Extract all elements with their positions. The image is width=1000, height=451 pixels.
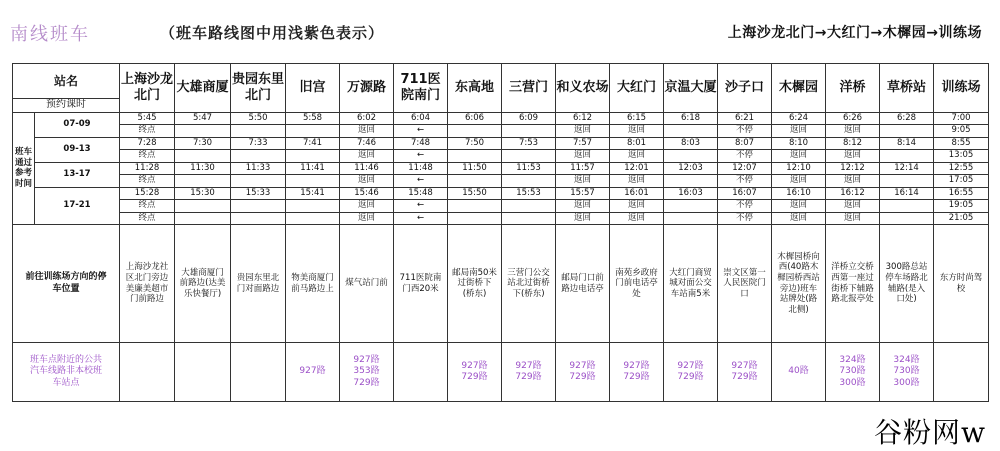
time-cell: 6:26	[826, 112, 880, 125]
time-cell: 8:10	[772, 137, 826, 150]
time-cell: 15:48	[394, 187, 448, 200]
end-cell	[286, 212, 340, 225]
stop-desc: 上海沙龙社区北门旁边美廉美超市门前路边	[120, 225, 175, 343]
time-cell: 11:46	[340, 162, 394, 175]
end-cell	[664, 125, 718, 138]
site-watermark: 谷粉网w	[874, 416, 986, 449]
time-cell: 12:14	[880, 162, 934, 175]
time-cell: 5:47	[175, 112, 231, 125]
time-cell: 6:06	[448, 112, 502, 125]
end-cell	[286, 125, 340, 138]
bus-row	[13, 343, 989, 402]
end-cell	[880, 200, 934, 213]
time-cell: 6:15	[610, 112, 664, 125]
time-cell: 7:53	[502, 137, 556, 150]
end-cell: ←	[394, 200, 448, 213]
stop-desc: 大红门商贸城对面公交车站南5米	[664, 225, 718, 343]
bus-lines: 927路 729路	[664, 343, 718, 402]
schedule-row	[13, 200, 989, 213]
stop-desc: 洋桥立交桥西第一座过街桥下辅路路北报亭处	[826, 225, 880, 343]
time-cell: 15:46	[340, 187, 394, 200]
bus-lines: 40路	[772, 343, 826, 402]
end-cell	[880, 175, 934, 188]
end-cell	[175, 125, 231, 138]
time-cell: 15:50	[448, 187, 502, 200]
end-cell	[502, 175, 556, 188]
end-cell: 不停	[718, 125, 772, 138]
time-cell: 12:03	[664, 162, 718, 175]
time-cell: 12:55	[934, 162, 989, 175]
end-cell	[664, 212, 718, 225]
bus-lines	[394, 343, 448, 402]
station-name: 大雄商厦	[175, 64, 231, 113]
bus-lines: 927路 729路	[448, 343, 502, 402]
time-cell: 5:58	[286, 112, 340, 125]
end-cell: 返回	[610, 125, 664, 138]
time-cell: 16:55	[934, 187, 989, 200]
end-cell	[231, 150, 286, 163]
end-cell: 终点	[120, 200, 175, 213]
end-cell	[175, 150, 231, 163]
schedule-row	[13, 150, 989, 163]
time-cell: 7:28	[120, 137, 175, 150]
time-cell: 8:07	[718, 137, 772, 150]
end-cell: 返回	[556, 200, 610, 213]
period-label: 09-13	[35, 137, 120, 162]
end-cell	[448, 200, 502, 213]
time-cell: 15:30	[175, 187, 231, 200]
end-cell	[448, 212, 502, 225]
time-cell: 11:57	[556, 162, 610, 175]
station-name: 711医院南门	[394, 64, 448, 113]
end-cell: 返回	[826, 150, 880, 163]
end-cell: 返回	[610, 200, 664, 213]
route-color-note: （班车路线图中用浅紫色表示）	[160, 24, 385, 42]
time-cell: 6:28	[880, 112, 934, 125]
bus-lines: 324路 730路 300路	[880, 343, 934, 402]
end-cell: 返回	[826, 200, 880, 213]
stop-desc: 贵园东里北门对面路边	[231, 225, 286, 343]
time-cell: 11:41	[286, 162, 340, 175]
schedule-row	[13, 112, 989, 125]
time-cell: 7:33	[231, 137, 286, 150]
time-cell: 12:12	[826, 162, 880, 175]
station-name: 沙子口	[718, 64, 772, 113]
end-cell	[286, 175, 340, 188]
end-cell	[231, 200, 286, 213]
end-cell	[502, 150, 556, 163]
station-name: 京温大厦	[664, 64, 718, 113]
stop-desc: 大雄商厦门前路边(达美乐快餐厅)	[175, 225, 231, 343]
station-name: 万源路	[340, 64, 394, 113]
period-label: 07-09	[35, 112, 120, 137]
time-cell: 16:14	[880, 187, 934, 200]
end-cell: 不停	[718, 175, 772, 188]
time-cell: 8:01	[610, 137, 664, 150]
time-cell: 7:50	[448, 137, 502, 150]
time-cell: 16:01	[610, 187, 664, 200]
end-cell	[880, 125, 934, 138]
end-cell: 返回	[340, 200, 394, 213]
end-cell: 终点	[120, 150, 175, 163]
end-cell	[664, 200, 718, 213]
end-cell: 终点	[120, 212, 175, 225]
bus-label: 班车点附近的公共汽车线路非本校班车站点	[13, 343, 120, 402]
time-cell: 11:30	[175, 162, 231, 175]
station-name: 和义农场	[556, 64, 610, 113]
end-cell: 返回	[340, 150, 394, 163]
station-name: 旧宫	[286, 64, 340, 113]
bus-lines	[175, 343, 231, 402]
time-cell: 11:33	[231, 162, 286, 175]
time-cell: 15:41	[286, 187, 340, 200]
end-cell: 返回	[340, 212, 394, 225]
end-cell: 不停	[718, 200, 772, 213]
booking-label: 预约课时	[13, 99, 120, 113]
end-cell	[286, 200, 340, 213]
bus-lines: 927路 353路 729路	[340, 343, 394, 402]
time-cell: 6:18	[664, 112, 718, 125]
end-cell	[448, 175, 502, 188]
end-cell: 返回	[826, 125, 880, 138]
stop-desc: 崇文区第一人民医院门口	[718, 225, 772, 343]
time-cell: 6:24	[772, 112, 826, 125]
page-title: 南线班车	[10, 24, 90, 45]
time-cell: 6:04	[394, 112, 448, 125]
end-cell: ←	[394, 175, 448, 188]
end-cell	[880, 150, 934, 163]
time-cell: 15:53	[502, 187, 556, 200]
station-name: 木樨园	[772, 64, 826, 113]
end-cell: 19:05	[934, 200, 989, 213]
time-cell: 11:50	[448, 162, 502, 175]
time-cell: 8:03	[664, 137, 718, 150]
stop-desc: 煤气站门前	[340, 225, 394, 343]
bus-lines	[934, 343, 989, 402]
time-cell: 16:10	[772, 187, 826, 200]
end-cell: 9:05	[934, 125, 989, 138]
stop-desc: 邮局南50米过街桥下(桥东)	[448, 225, 502, 343]
time-cell: 8:14	[880, 137, 934, 150]
bus-lines	[120, 343, 175, 402]
end-cell: 返回	[826, 175, 880, 188]
end-cell: 终点	[120, 175, 175, 188]
end-cell: 返回	[340, 175, 394, 188]
end-cell: 返回	[556, 212, 610, 225]
time-cell: 8:55	[934, 137, 989, 150]
bus-lines: 927路 729路	[556, 343, 610, 402]
station-name: 三营门	[502, 64, 556, 113]
period-label: 13-17	[35, 162, 120, 187]
time-cell: 12:10	[772, 162, 826, 175]
end-cell: 不停	[718, 212, 772, 225]
stop-desc: 物美商厦门前马路边上	[286, 225, 340, 343]
schedule-row	[13, 175, 989, 188]
schedule-row	[13, 187, 989, 200]
station-label: 站名	[13, 64, 120, 99]
schedule-row	[13, 162, 989, 175]
time-cell: 5:50	[231, 112, 286, 125]
station-name: 东高地	[448, 64, 502, 113]
time-cell: 7:46	[340, 137, 394, 150]
end-cell: 返回	[610, 175, 664, 188]
station-name: 大红门	[610, 64, 664, 113]
end-cell	[502, 200, 556, 213]
end-cell: 返回	[556, 150, 610, 163]
end-cell	[448, 125, 502, 138]
station-name: 洋桥	[826, 64, 880, 113]
end-cell: ←	[394, 125, 448, 138]
stop-desc: 木樨园桥向西(40路木樨园桥西站旁边)班车站牌处(路北侧)	[772, 225, 826, 343]
end-cell: 返回	[610, 212, 664, 225]
end-cell	[880, 212, 934, 225]
end-cell: 17:05	[934, 175, 989, 188]
time-cell: 11:53	[502, 162, 556, 175]
stop-row	[13, 225, 989, 343]
end-cell	[231, 175, 286, 188]
sidebar-label: 班车通过参考时间	[13, 112, 35, 225]
bus-lines: 927路	[286, 343, 340, 402]
stop-desc: 东方时尚驾校	[934, 225, 989, 343]
route-summary: 上海沙龙北门→大红门→木樨园→训练场	[727, 25, 982, 41]
time-cell: 7:48	[394, 137, 448, 150]
period-label: 17-21	[35, 187, 120, 225]
header-row	[13, 64, 989, 99]
station-name: 训练场	[934, 64, 989, 113]
stop-desc: 三营门公交站北过街桥下(桥东)	[502, 225, 556, 343]
bus-lines	[231, 343, 286, 402]
station-name: 贵园东里北门	[231, 64, 286, 113]
schedule-row	[13, 212, 989, 225]
time-cell: 15:57	[556, 187, 610, 200]
end-cell: 终点	[120, 125, 175, 138]
end-cell: 返回	[772, 125, 826, 138]
end-cell	[175, 175, 231, 188]
bus-lines: 927路 729路	[502, 343, 556, 402]
end-cell: 返回	[772, 212, 826, 225]
schedule-row	[13, 125, 989, 138]
time-cell: 11:48	[394, 162, 448, 175]
end-cell: 返回	[556, 175, 610, 188]
time-cell: 6:21	[718, 112, 772, 125]
time-cell: 12:07	[718, 162, 772, 175]
bus-lines: 927路 729路	[718, 343, 772, 402]
end-cell	[231, 212, 286, 225]
bus-lines: 324路 730路 300路	[826, 343, 880, 402]
end-cell	[175, 212, 231, 225]
time-cell: 7:41	[286, 137, 340, 150]
end-cell: 返回	[772, 200, 826, 213]
end-cell: 返回	[610, 150, 664, 163]
end-cell	[448, 150, 502, 163]
schedule-table	[12, 63, 989, 402]
end-cell: 13:05	[934, 150, 989, 163]
end-cell	[502, 125, 556, 138]
time-cell: 8:12	[826, 137, 880, 150]
end-cell: ←	[394, 212, 448, 225]
end-cell	[664, 175, 718, 188]
time-cell: 16:07	[718, 187, 772, 200]
time-cell: 5:45	[120, 112, 175, 125]
time-cell: 7:00	[934, 112, 989, 125]
time-cell: 6:09	[502, 112, 556, 125]
time-cell: 15:28	[120, 187, 175, 200]
end-cell: ←	[394, 150, 448, 163]
stop-desc: 邮局门口前路边电话亭	[556, 225, 610, 343]
stop-label: 前往训练场方向的停车位置	[13, 225, 120, 343]
time-cell: 7:57	[556, 137, 610, 150]
end-cell	[664, 150, 718, 163]
time-cell: 11:28	[120, 162, 175, 175]
time-cell: 6:12	[556, 112, 610, 125]
station-name: 草桥站	[880, 64, 934, 113]
end-cell: 返回	[556, 125, 610, 138]
station-name: 上海沙龙北门	[120, 64, 175, 113]
end-cell	[286, 150, 340, 163]
time-cell: 6:02	[340, 112, 394, 125]
end-cell: 21:05	[934, 212, 989, 225]
time-cell: 7:30	[175, 137, 231, 150]
time-cell: 16:12	[826, 187, 880, 200]
end-cell: 返回	[826, 212, 880, 225]
end-cell: 不停	[718, 150, 772, 163]
bus-lines: 927路 729路	[610, 343, 664, 402]
end-cell: 返回	[772, 175, 826, 188]
stop-desc: 711医院南门西20米	[394, 225, 448, 343]
time-cell: 16:03	[664, 187, 718, 200]
time-cell: 12:01	[610, 162, 664, 175]
stop-desc: 300路总站停车场路北辅路(是入口处)	[880, 225, 934, 343]
end-cell	[502, 212, 556, 225]
end-cell: 返回	[772, 150, 826, 163]
end-cell: 返回	[340, 125, 394, 138]
end-cell	[231, 125, 286, 138]
schedule-row	[13, 137, 989, 150]
stop-desc: 南苑乡政府门前电话亭处	[610, 225, 664, 343]
end-cell	[175, 200, 231, 213]
time-cell: 15:33	[231, 187, 286, 200]
